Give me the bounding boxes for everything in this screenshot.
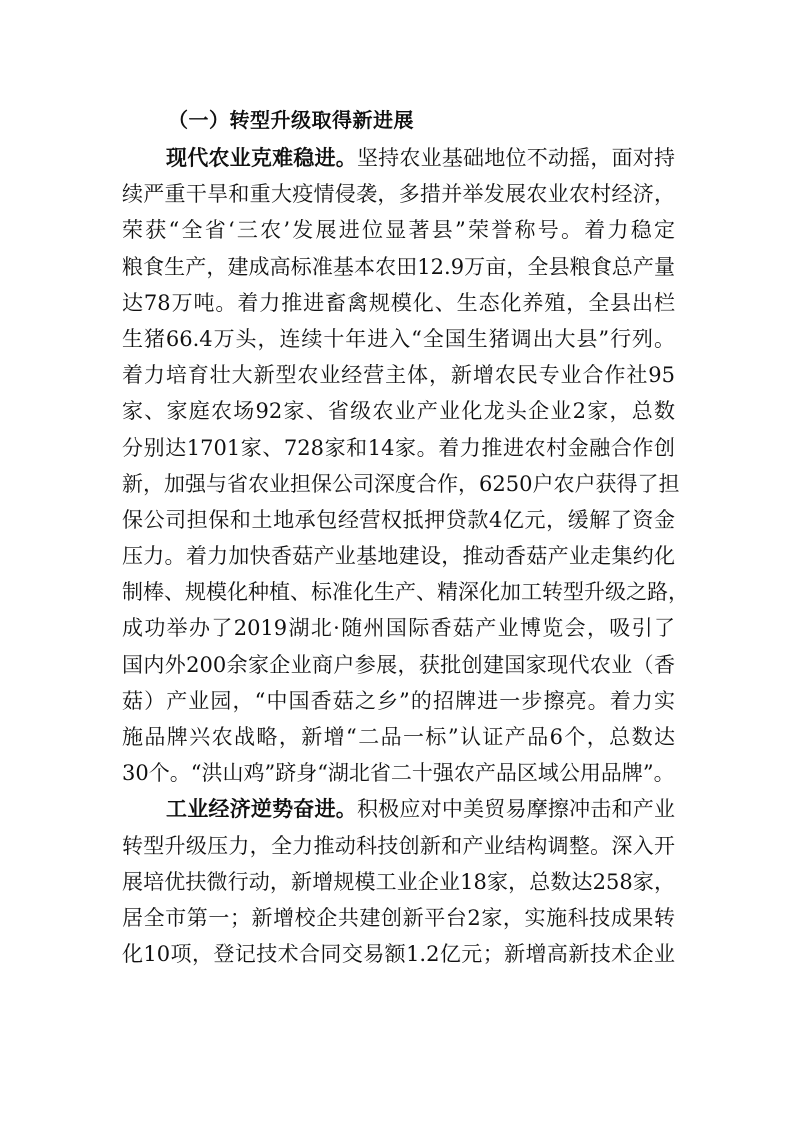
text-line: 着力培育壮大新型农业经营主体，新增农民专业合作社95	[122, 363, 675, 388]
section-heading: （一）转型升级取得新进展	[168, 108, 414, 132]
text-line: 国内外200余家企业商户参展，获批创建国家现代农业（香	[122, 652, 675, 677]
text-line: 续严重干旱和重大疫情侵袭，多措并举发展农业农村经济，	[122, 182, 675, 207]
text-line: 保公司担保和土地承包经营权抵押贷款4亿元，缓解了资金	[122, 507, 675, 532]
document-body	[122, 140, 689, 972]
text-line	[122, 791, 675, 827]
text-line: 施品牌兴农战略，新增“二品一标”认证产品6个，总数达	[122, 725, 675, 749]
text-line: 生猪66.4万头，连续十年进入“全国生猪调出大县”行列。	[122, 326, 675, 351]
paragraph	[122, 140, 689, 791]
text-line: 荣获“全省‘三农’发展进位显著县”荣誉称号。着力稳定	[122, 218, 675, 243]
text-line	[122, 140, 675, 176]
paragraph-text: 积极应对中美贸易摩擦冲击和产业	[356, 797, 676, 822]
text-line: 分别达1701家、728家和14家。着力推进农村金融合作创	[122, 435, 675, 460]
text-line: 制棒、规模化种植、标准化生产、精深化加工转型升级之路，	[122, 580, 689, 605]
text-line: 新，加强与省农业担保公司深度合作，6250户农户获得了担	[122, 471, 680, 496]
text-line: 转型升级压力，全力推动科技创新和产业结构调整。深入开	[122, 833, 675, 858]
paragraph-lead-heading: 工业经济逆势奋进。	[166, 796, 357, 822]
text-line: 展培优扶微行动，新增规模工业企业18家，总数达258家，	[122, 869, 675, 894]
text-line: 化10项，登记技术合同交易额1.2亿元；新增高新技术企业	[122, 942, 675, 967]
text-line: 成功举办了2019湖北·随州国际香菇产业博览会，吸引了	[122, 616, 675, 641]
text-line: 30个。“洪山鸡”跻身“湖北省二十强农产品区域公用品牌”。	[122, 761, 675, 786]
text-line: 粮食生产，建成高标准基本农田12.9万亩，全县粮食总产量	[122, 254, 675, 279]
text-line: 居全市第一；新增校企共建创新平台2家，实施科技成果转	[122, 905, 675, 930]
text-line: 达78万吨。着力推进畜禽规模化、生态化养殖，全县出栏	[122, 290, 675, 315]
paragraph	[122, 791, 675, 972]
paragraph-lead-heading: 现代农业克难稳进。	[166, 145, 357, 170]
paragraph-text: 坚持农业基础地位不动摇，面对持	[356, 146, 676, 170]
text-line: 压力。着力加快香菇产业基地建设，推动香菇产业走集约化	[122, 544, 675, 569]
text-line: 菇）产业园，“中国香菇之乡”的招牌进一步擦亮。着力实	[122, 688, 675, 713]
text-line: 家、家庭农场92家、省级农业产业化龙头企业2家，总数	[122, 399, 675, 424]
